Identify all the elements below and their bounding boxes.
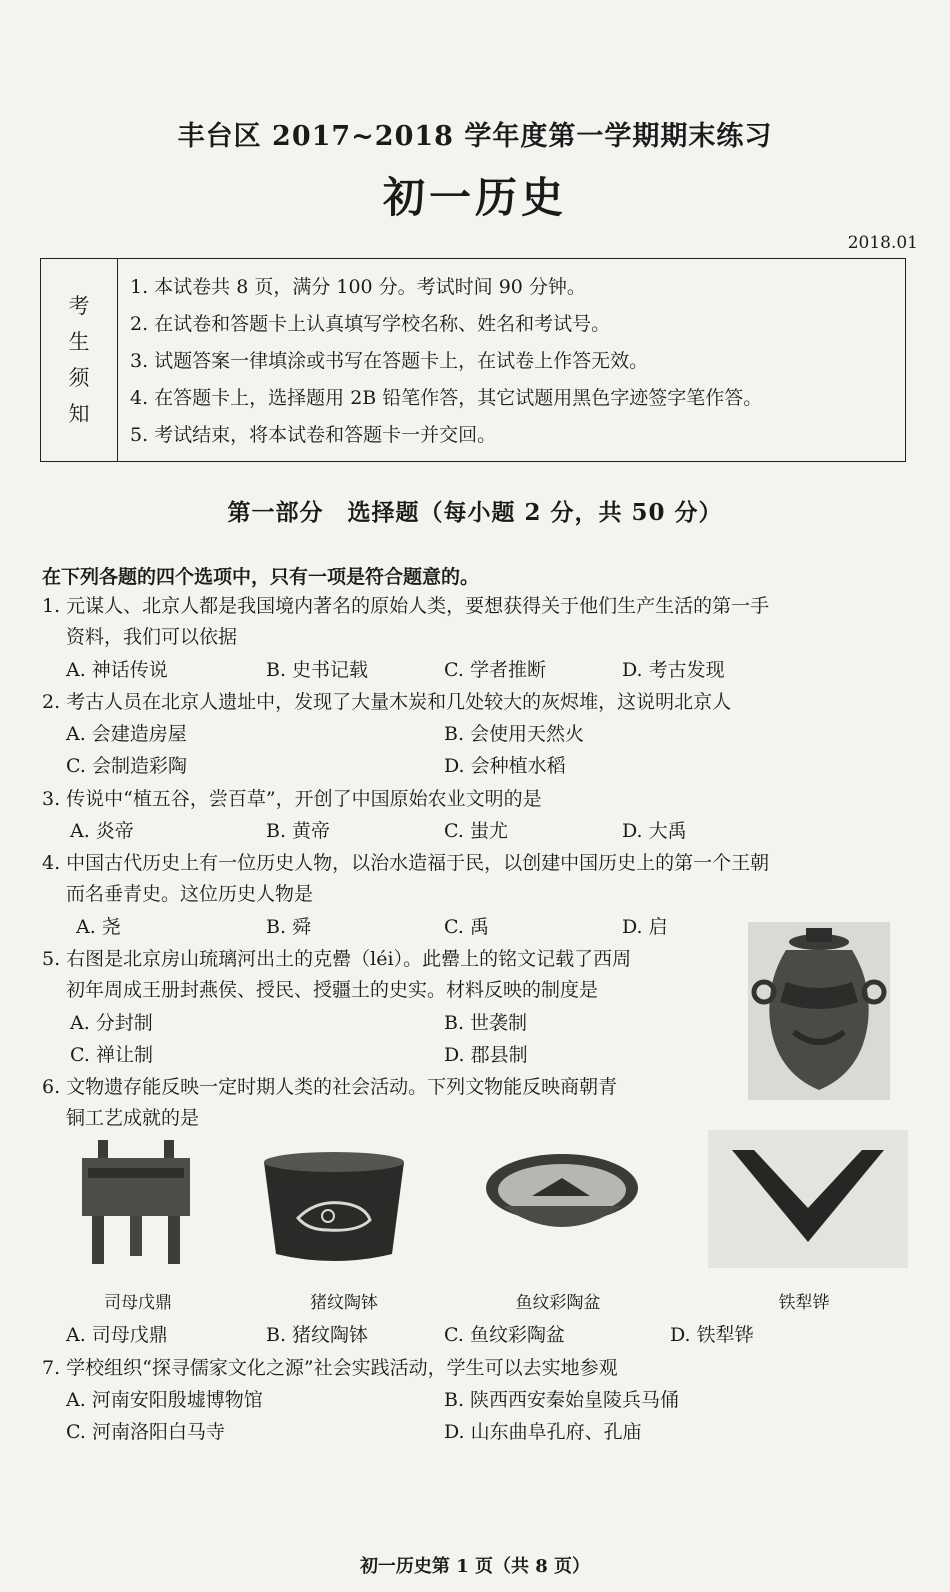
page-footer: 初一历史第 1 页（共 8 页） xyxy=(359,1556,591,1577)
question-7-option-b[interactable]: B. 陕西西安秦始皇陵兵马俑 xyxy=(444,1389,680,1411)
question-5-option-d[interactable]: D. 郡县制 xyxy=(444,1044,528,1066)
notice-label-char: 知 xyxy=(68,402,90,426)
question-4-text-cont: 而名垂青史。这位历史人物是 xyxy=(66,883,314,905)
question-4-option-c[interactable]: C. 禹 xyxy=(444,916,489,938)
question-2-option-a[interactable]: A. 会建造房屋 xyxy=(66,723,187,745)
question-1-option-d[interactable]: D. 考古发现 xyxy=(622,659,725,681)
question-4-text: 4. 中国古代历史上有一位历史人物，以治水造福于民，以创建中国历史上的第一个王朝 xyxy=(42,852,770,874)
caption-fish-pattern-basin: 鱼纹彩陶盆 xyxy=(515,1293,601,1313)
question-1-option-a[interactable]: A. 神话传说 xyxy=(66,659,168,681)
ke-lei-vessel-image xyxy=(748,922,890,1100)
question-7-text: 7. 学校组织“探寻儒家文化之源”社会实践活动，学生可以去实地参观 xyxy=(42,1357,618,1379)
question-5-text-cont: 初年周成王册封燕侯、授民、授疆土的史实。材料反映的制度是 xyxy=(66,979,599,1001)
question-4-option-d[interactable]: D. 启 xyxy=(622,916,668,938)
question-5-option-b[interactable]: B. 世袭制 xyxy=(444,1012,528,1034)
question-6-text-cont: 铜工艺成就的是 xyxy=(66,1107,200,1129)
fish-pattern-basin-image xyxy=(482,1148,642,1248)
question-1-text-cont: 资料，我们可以依据 xyxy=(66,626,238,648)
notice-label-char: 考 xyxy=(68,294,90,318)
caption-simuwu-ding: 司母戊鼎 xyxy=(104,1293,172,1313)
question-3-option-d[interactable]: D. 大禹 xyxy=(622,820,687,842)
notice-item: 5. 考试结束，将本试卷和答题卡一并交回。 xyxy=(130,424,497,446)
question-2-option-d[interactable]: D. 会种植水稻 xyxy=(444,755,566,777)
iron-plowshare-image xyxy=(708,1130,908,1268)
section-instruction: 在下列各题的四个选项中，只有一项是符合题意的。 xyxy=(42,566,480,588)
notice-item: 4. 在答题卡上，选择题用 2B 铅笔作答，其它试题用黑色字迹签字笔作答。 xyxy=(130,387,763,409)
caption-iron-plowshare: 铁犁铧 xyxy=(778,1293,830,1313)
question-4-option-b[interactable]: B. 舜 xyxy=(266,916,312,938)
question-3-option-b[interactable]: B. 黄帝 xyxy=(266,820,331,842)
notice-label-char: 生 xyxy=(68,330,90,354)
question-7-option-d[interactable]: D. 山东曲阜孔府、孔庙 xyxy=(444,1421,642,1443)
subject-title: 初一历史 xyxy=(382,173,567,222)
question-4-option-a[interactable]: A. 尧 xyxy=(76,916,121,938)
question-5-option-a[interactable]: A. 分封制 xyxy=(70,1012,153,1034)
notice-item: 1. 本试卷共 8 页，满分 100 分。考试时间 90 分钟。 xyxy=(130,276,586,298)
question-7-option-c[interactable]: C. 河南洛阳白马寺 xyxy=(66,1421,225,1443)
question-1-option-c[interactable]: C. 学者推断 xyxy=(444,659,546,681)
question-2-text: 2. 考古人员在北京人遗址中，发现了大量木炭和几处较大的灰烬堆，这说明北京人 xyxy=(42,691,732,713)
candidate-notice-box xyxy=(40,258,906,462)
notice-list xyxy=(118,259,905,461)
exam-date: 2018.01 xyxy=(847,233,918,253)
caption-pig-pattern-bowl: 猪纹陶钵 xyxy=(310,1293,378,1313)
notice-item: 2. 在试卷和答题卡上认真填写学校名称、姓名和考试号。 xyxy=(130,313,611,335)
notice-label xyxy=(41,259,118,461)
question-6-option-a[interactable]: A. 司母戊鼎 xyxy=(66,1324,168,1346)
simuwu-ding-image xyxy=(68,1140,204,1266)
question-6-text: 6. 文物遗存能反映一定时期人类的社会活动。下列文物能反映商朝青 xyxy=(42,1076,618,1098)
section-heading: 第一部分 选择题（每小题 2 分，共 50 分） xyxy=(227,499,723,526)
pig-pattern-bowl-image xyxy=(258,1148,410,1268)
exam-title: 丰台区 2017~2018 学年度第一学期期末练习 xyxy=(177,121,773,152)
question-6-option-d[interactable]: D. 铁犁铧 xyxy=(670,1324,754,1346)
notice-label-char: 须 xyxy=(68,366,90,390)
question-2-option-b[interactable]: B. 会使用天然火 xyxy=(444,723,585,745)
question-1-option-b[interactable]: B. 史书记载 xyxy=(266,659,369,681)
question-5-text: 5. 右图是北京房山琉璃河出土的克罍（léi）。此罍上的铭文记载了西周 xyxy=(42,948,632,970)
question-7-option-a[interactable]: A. 河南安阳殷墟博物馆 xyxy=(66,1389,263,1411)
question-6-option-c[interactable]: C. 鱼纹彩陶盆 xyxy=(444,1324,565,1346)
notice-item: 3. 试题答案一律填涂或书写在答题卡上，在试卷上作答无效。 xyxy=(130,350,649,372)
question-3-option-c[interactable]: C. 蚩尤 xyxy=(444,820,508,842)
question-3-text: 3. 传说中“植五谷，尝百草”，开创了中国原始农业文明的是 xyxy=(42,788,542,810)
question-2-option-c[interactable]: C. 会制造彩陶 xyxy=(66,755,187,777)
question-5-option-c[interactable]: C. 禅让制 xyxy=(70,1044,153,1066)
question-3-option-a[interactable]: A. 炎帝 xyxy=(70,820,134,842)
question-1-text: 1. 元谋人、北京人都是我国境内著名的原始人类，要想获得关于他们生产生活的第一手 xyxy=(42,595,770,617)
question-6-option-b[interactable]: B. 猪纹陶钵 xyxy=(266,1324,369,1346)
